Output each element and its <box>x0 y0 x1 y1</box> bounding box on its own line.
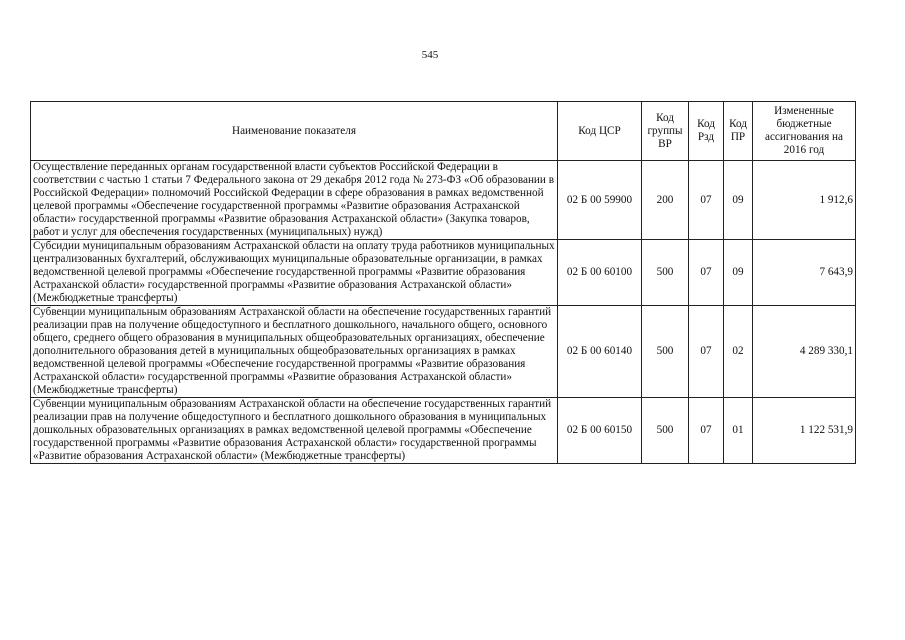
row-pr: 01 <box>724 398 753 464</box>
header-amount: Измененные бюджетные ассигнования на 2016 год <box>753 102 856 161</box>
table-row <box>31 161 856 240</box>
table-row <box>31 398 856 464</box>
row-amount: 7 643,9 <box>753 240 856 306</box>
row-csr: 02 Б 00 60100 <box>558 240 642 306</box>
table-row <box>31 306 856 398</box>
table-row <box>31 240 856 306</box>
header-csr: Код ЦСР <box>558 102 642 161</box>
header-name: Наименование показателя <box>31 102 558 161</box>
row-vr: 200 <box>642 161 689 240</box>
row-name: Субсидии муниципальным образованиям Астраханской области на оплату труда работников муниципальных централизованных бухгалтерий, обслуживающих муниципальные образовательные организации, в рамках ведомственной целевой программы «Обеспечение государственной программы «Развитие образования Астраханской области» государственной программы «Развитие образования Астраханской области» (Межбюджетные трансферты) <box>31 240 558 306</box>
row-pr: 09 <box>724 240 753 306</box>
row-name: Осуществление переданных органам государственной власти субъектов Российской Федерации в соответствии с частью 1 статьи 7 Федерального закона от 29 декабря 2012 года № 273-ФЗ «Об образовании в Российской Федерации» полномочий Российской Федерации в сфере образования в рамках ведомственной целевой программы «Обеспечение государственной программы «Развитие образования Астраханской области» государственной программы «Развитие образования Астраханской области» (Закупка товаров, работ и услуг для обеспечения государственных (муниципальных) нужд) <box>31 161 558 240</box>
row-pr: 02 <box>724 306 753 398</box>
row-name: Субвенции муниципальным образованиям Астраханской области на обеспечение государственных гарантий реализации прав на получение общедоступного и бесплатного дошкольного, начального общего, основного общего, среднего общего образования в муниципальных общеобразовательных организациях, обеспечение дополнительного образования детей в муниципальных общеобразовательных организациях в рамках ведомственной целевой программы «Обеспечение государственной программы «Развитие образования Астраханской области» государственной программы «Развитие образования Астраханской области» (Межбюджетные трансферты) <box>31 306 558 398</box>
row-csr: 02 Б 00 59900 <box>558 161 642 240</box>
row-amount: 1 122 531,9 <box>753 398 856 464</box>
row-amount: 1 912,6 <box>753 161 856 240</box>
row-rzd: 07 <box>689 306 724 398</box>
row-pr: 09 <box>724 161 753 240</box>
row-csr: 02 Б 00 60140 <box>558 306 642 398</box>
page-number: 545 <box>421 49 439 61</box>
row-vr: 500 <box>642 398 689 464</box>
row-vr: 500 <box>642 240 689 306</box>
row-rzd: 07 <box>689 161 724 240</box>
row-rzd: 07 <box>689 398 724 464</box>
row-rzd: 07 <box>689 240 724 306</box>
row-amount: 4 289 330,1 <box>753 306 856 398</box>
row-vr: 500 <box>642 306 689 398</box>
header-rzd: Код Рзд <box>689 102 724 161</box>
header-row <box>31 102 856 161</box>
header-vr: Код группы ВР <box>642 102 689 161</box>
header-pr: Код ПР <box>724 102 753 161</box>
budget-table <box>30 101 856 464</box>
row-name: Субвенции муниципальным образованиям Астраханской области на обеспечение государственных гарантий реализации прав на получение общедоступного и бесплатного дошкольного образования в муниципальных дошкольных образовательных организациях в рамках ведомственной целевой программы «Обеспечение государственной программы «Развитие образования Астраханской области» государственной программы «Развитие образования Астраханской области» (Межбюджетные трансферты) <box>31 398 558 464</box>
row-csr: 02 Б 00 60150 <box>558 398 642 464</box>
